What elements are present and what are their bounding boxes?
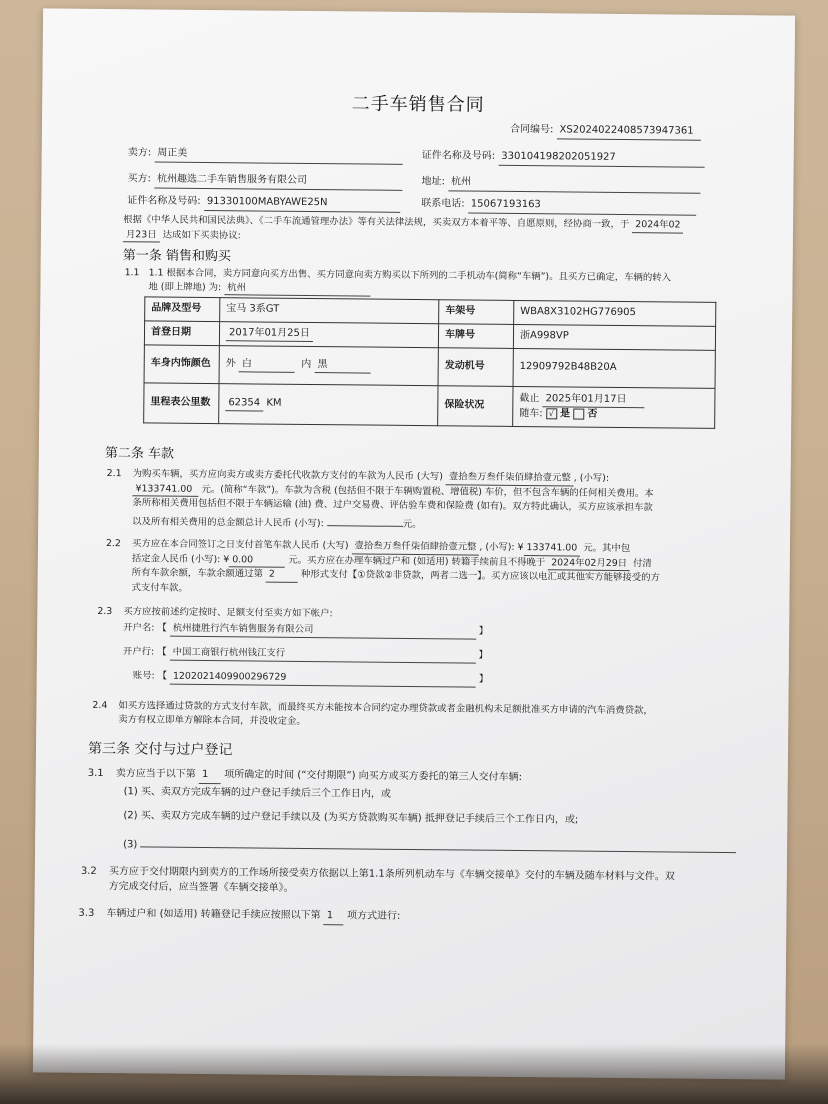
article-2-2: 买方应在本合同签订之日支付首笔车款人民币 (大写) 壹拾叁万叁仟柒佰肆拾壹元整 , (小写): ¥ 133741.00 元。其中包 括定金人民币 (小写): ¥ 0.00 元。买方应在办理车辆过户和 (如适用) 转籍手续前且不得晚于 2024年02月29日 付清 所有车款余额，车款余额通过第 2 种形式支付【①贷款②非贷款，两者二选一】。买方应该以电汇或其他实方能够接受的方 式支付车款。 bbox=[131, 538, 660, 594]
payment-method-choice: 2 bbox=[266, 568, 298, 583]
contract-paper bbox=[33, 8, 795, 1079]
delivery-option-3-blank bbox=[140, 833, 736, 853]
document-title: 二手车销售合同 bbox=[351, 93, 485, 116]
article-2-2-line2c: 付清 bbox=[633, 557, 652, 569]
registration-date-cell bbox=[219, 322, 438, 348]
insurance-until-label: 截止 bbox=[519, 392, 540, 404]
article-1-1-num: 1.1 bbox=[124, 267, 140, 279]
buyer-row bbox=[127, 172, 402, 190]
frame-label: 车架号 bbox=[439, 300, 514, 325]
price-amount: ¥133741.00 bbox=[132, 482, 198, 497]
no-checkbox[interactable] bbox=[573, 408, 584, 419]
buyer-id-value: 91330100MABYAWE25N bbox=[204, 195, 400, 212]
vehicle-info-table bbox=[143, 296, 716, 428]
registration-place: 杭州 bbox=[224, 281, 370, 297]
buyer-phone-value: 15067193163 bbox=[468, 198, 696, 216]
article-3-2 bbox=[109, 865, 749, 900]
preamble-tail: 达成如下买卖协议: bbox=[162, 229, 241, 241]
article-2-1-line1: 为购买车辆，买方应向卖方或卖方委托代收款方支付的车款为人民币 (大写) bbox=[132, 468, 444, 483]
seller-row bbox=[128, 146, 403, 164]
article-2-title: 第二条 车款 bbox=[104, 446, 175, 462]
frame-value: WBA8X3102HG776905 bbox=[514, 300, 716, 326]
account-name-row: 开户名: 【 杭州捷胜行汽车销售服务有限公司 】 bbox=[123, 621, 488, 639]
article-3-3-a: 车辆过户和 (如适用) 转籍登记手续应按照以下第 bbox=[106, 908, 321, 922]
interior-color: 黑 bbox=[314, 358, 370, 374]
article-2-4 bbox=[118, 699, 738, 732]
first-payment-small-label: (小写): ¥ bbox=[485, 541, 524, 554]
desk-edge-shadow bbox=[0, 1044, 828, 1104]
buyer-address-label: 地址: bbox=[421, 176, 445, 188]
article-2-2-line1-end: 元。其中包 bbox=[583, 542, 631, 555]
article-2-1: 为购买车辆，买方应向卖方或卖方委托代收款方支付的车款为人民币 (大写) 壹拾叁万叁仟柒佰肆拾壹元整 , (小写): ¥133741.00 元。(简称“车款”)。车款为含税 (包括但不限于车辆购置税、增值税) 车价，但不包含车辆的任何相关费用。本 条所称相关费用包括但不限于车辆运输 (油) 费、过户交易费、评估验车费和保险费 (如有)。双方特此确认，买方应该承担车款 以及所有相关费用的总金额总计人民币 (小写): 元。 bbox=[132, 468, 654, 530]
article-3-1-b: 项所确定的时间 (“交付期限”) 向买方或买方委托的第三人交付车辆: bbox=[224, 769, 523, 784]
article-2-4-line2: 卖方有权立即单方解除本合同，并没收定金。 bbox=[118, 713, 306, 727]
first-payment-chinese: 壹拾叁万叁仟柒佰肆拾壹元整 bbox=[351, 539, 479, 555]
article-2-1-line2: 元。(简称“车款”)。车款为含税 (包括但不限于车辆购置税、增值税) 车价，但不包含车辆的任何相关费用。本 bbox=[201, 483, 654, 499]
article-2-4-num: 2.4 bbox=[92, 699, 108, 712]
contract-number-row bbox=[510, 123, 701, 140]
article-3-title: 第三条 交付与过户登记 bbox=[87, 740, 233, 759]
contract-number-label: 合同编号: bbox=[509, 123, 554, 136]
article-3-2-line2: 方完成交付后，应当签署《车辆交接单》。 bbox=[108, 880, 294, 894]
bank-value: 中国工商银行杭州钱江支行 bbox=[170, 646, 476, 664]
brand-label: 品牌及型号 bbox=[145, 297, 220, 322]
account-name-label: 开户名: bbox=[123, 622, 155, 634]
price-chinese: 壹拾叁万叁仟柒佰肆拾壹元整 bbox=[446, 470, 574, 486]
preamble-text: 根据《中华人民共和国民法典》、《二手车流通管理办法》等有关法律法规，买卖双方本着平等、自愿原则，经协商一致，于 bbox=[123, 214, 630, 231]
article-1-title: 第一条 销售和购买 bbox=[122, 248, 231, 265]
insurance-cell bbox=[513, 386, 715, 428]
delivery-option-1: (1) 买、卖双方完成车辆的过户登记手续后三个工作日内，或 bbox=[123, 786, 391, 800]
article-1-1-line1: 1.1 根据本合同，卖方同意向买方出售、买方同意向卖方购买以下所列的二手机动车(简称“车辆”)。且买方已确定，车辆的转入 bbox=[148, 267, 672, 284]
account-number-row: 账号: 【 1202021409900296729 】 bbox=[123, 669, 489, 687]
color-label: 车身内饰颜色 bbox=[144, 345, 219, 384]
article-1-1-text bbox=[148, 266, 728, 300]
article-3-3-num: 3.3 bbox=[78, 907, 95, 919]
first-payment-amount: 133741.00 bbox=[523, 541, 580, 556]
delivery-option-3-row bbox=[123, 833, 737, 858]
buyer-phone-row bbox=[421, 197, 696, 215]
registration-date-value: 2017年01月25日 bbox=[226, 326, 313, 342]
odometer-cell bbox=[219, 384, 438, 426]
delivery-option-2: (2) 买、卖双方完成车辆的过户登记手续以及 (为买方贷款购买车辆) 抵押登记手续后三个工作日内，或; bbox=[123, 810, 579, 826]
contract-number-value: XS2024022408573947361 bbox=[556, 123, 700, 140]
seller-id-value: 330104198202051927 bbox=[498, 150, 704, 167]
article-3-2-num: 3.2 bbox=[80, 865, 97, 877]
follow-label: 随车: bbox=[519, 408, 543, 420]
deposit-amount: 0.00 bbox=[229, 553, 285, 568]
article-2-1-num: 2.1 bbox=[106, 468, 122, 480]
table-row bbox=[144, 345, 715, 388]
account-name-value: 杭州捷胜行汽车销售服务有限公司 bbox=[170, 622, 476, 640]
bank-label: 开户行: bbox=[122, 646, 155, 658]
seller-name: 周正美 bbox=[154, 146, 402, 164]
article-2-1-line4: 以及所有相关费用的总金额总计人民币 (小写): bbox=[132, 516, 324, 530]
payment-deadline: 2024年02月29日 bbox=[548, 556, 630, 571]
insurance-label: 保险状况 bbox=[438, 386, 513, 427]
account-number-label: 账号: bbox=[132, 670, 155, 682]
delivery-option: 1 bbox=[199, 768, 221, 784]
article-3-3-b: 项方式进行: bbox=[346, 910, 401, 922]
odometer-unit: KM bbox=[266, 397, 282, 409]
article-2-2-line3a: 所有车款余额，车款余额通过第 bbox=[131, 567, 264, 580]
article-2-2-num: 2.2 bbox=[105, 538, 121, 550]
article-2-2-line4: 式支付车款。 bbox=[131, 582, 188, 594]
table-row bbox=[144, 383, 715, 428]
article-2-2-line3b: 种形式支付【①贷款②非贷款，两者二选一】。买方应该以电汇或其他实方能够接受的方 bbox=[300, 569, 660, 584]
price-small-label: (小写): bbox=[579, 472, 610, 484]
exterior-label: 外 bbox=[225, 357, 236, 370]
transfer-option: 1 bbox=[324, 909, 344, 925]
seller-id-row bbox=[422, 149, 705, 167]
brand-value: 宝马 3系GT bbox=[220, 298, 439, 324]
bank-row: 开户行: 【 中国工商银行杭州钱江支行 】 bbox=[123, 645, 488, 663]
engine-label: 发动机号 bbox=[438, 348, 513, 387]
article-3-1-a: 卖方应当于以下第 bbox=[115, 768, 196, 780]
plate-label: 车牌号 bbox=[438, 324, 513, 349]
registration-date-label: 首登日期 bbox=[144, 321, 219, 346]
article-3-3 bbox=[106, 907, 400, 925]
preamble-date: 2024年02 bbox=[632, 218, 683, 233]
no-label: 否 bbox=[587, 408, 598, 420]
article-2-1-line3: 条所称相关费用包括但不限于车辆运输 (油) 费、过户交易费、评估验车费和保险费 (如有)。双方特此确认，买方应该承担车款 bbox=[132, 497, 653, 514]
yes-checkbox[interactable]: √ bbox=[546, 408, 557, 419]
odometer-label: 里程表公里数 bbox=[144, 383, 219, 424]
yes-label: 是 bbox=[559, 408, 571, 420]
insurance-until-date: 2025年01月17日 bbox=[543, 392, 645, 408]
buyer-name: 杭州趣选二手车销售服务有限公司 bbox=[154, 172, 402, 190]
article-2-4-line1: 如买方选择通过贷款的方式支付车款，而最终买方未能按本合同约定办理贷款或者金融机构未足额批准买方申请的汽车消费贷款， bbox=[118, 700, 653, 717]
seller-id-label: 证件名称及号码: bbox=[421, 150, 496, 162]
article-2-1-line4-end: 元。 bbox=[402, 518, 422, 530]
article-2-3-num: 2.3 bbox=[97, 605, 113, 618]
article-2-2-line2b: 元。买方应在办理车辆过户和 (如适用) 转籍手续前且不得晚于 bbox=[288, 554, 546, 568]
buyer-address-row bbox=[421, 175, 700, 193]
article-3-1-num: 3.1 bbox=[87, 767, 104, 780]
buyer-id-row bbox=[127, 194, 400, 212]
odometer-value: 62354 bbox=[225, 396, 263, 412]
buyer-phone-label: 联系电话: bbox=[421, 198, 465, 210]
preamble-date-2: 月23日 bbox=[123, 228, 160, 243]
article-2-2-line2a: 括定金人民币 (小写): ¥ bbox=[131, 552, 230, 565]
plate-value: 浙A998VP bbox=[513, 324, 715, 350]
engine-value: 12909792B48B20A bbox=[513, 348, 715, 388]
buyer-label: 买方: bbox=[127, 173, 151, 185]
interior-label: 内 bbox=[301, 358, 312, 370]
preamble bbox=[123, 213, 723, 248]
buyer-address-value: 杭州 bbox=[448, 175, 700, 193]
exterior-color: 白 bbox=[239, 357, 295, 373]
seller-label: 卖方: bbox=[127, 147, 152, 159]
article-2-2-line1: 买方应在本合同签订之日支付首笔车款人民币 (大写) bbox=[131, 538, 349, 552]
delivery-option-3: (3) bbox=[123, 839, 138, 851]
article-3-2-line1: 买方应于交付期限内到卖方的工作场所接受卖方依据以上第1.1条所列机动车与《车辆交接单》交付的车辆及随车材料与文件。双 bbox=[108, 866, 675, 883]
article-1-1-line2: 地 (即上牌地) 为: bbox=[148, 281, 222, 293]
article-2-3-text: 买方应按前述约定按时、足额支付至卖方如下帐户: bbox=[123, 606, 333, 620]
total-amount-blank bbox=[327, 512, 403, 527]
buyer-id-label: 证件名称及号码: bbox=[127, 195, 201, 207]
color-cell bbox=[219, 346, 438, 386]
account-number-value: 1202021409900296729 bbox=[170, 670, 476, 688]
